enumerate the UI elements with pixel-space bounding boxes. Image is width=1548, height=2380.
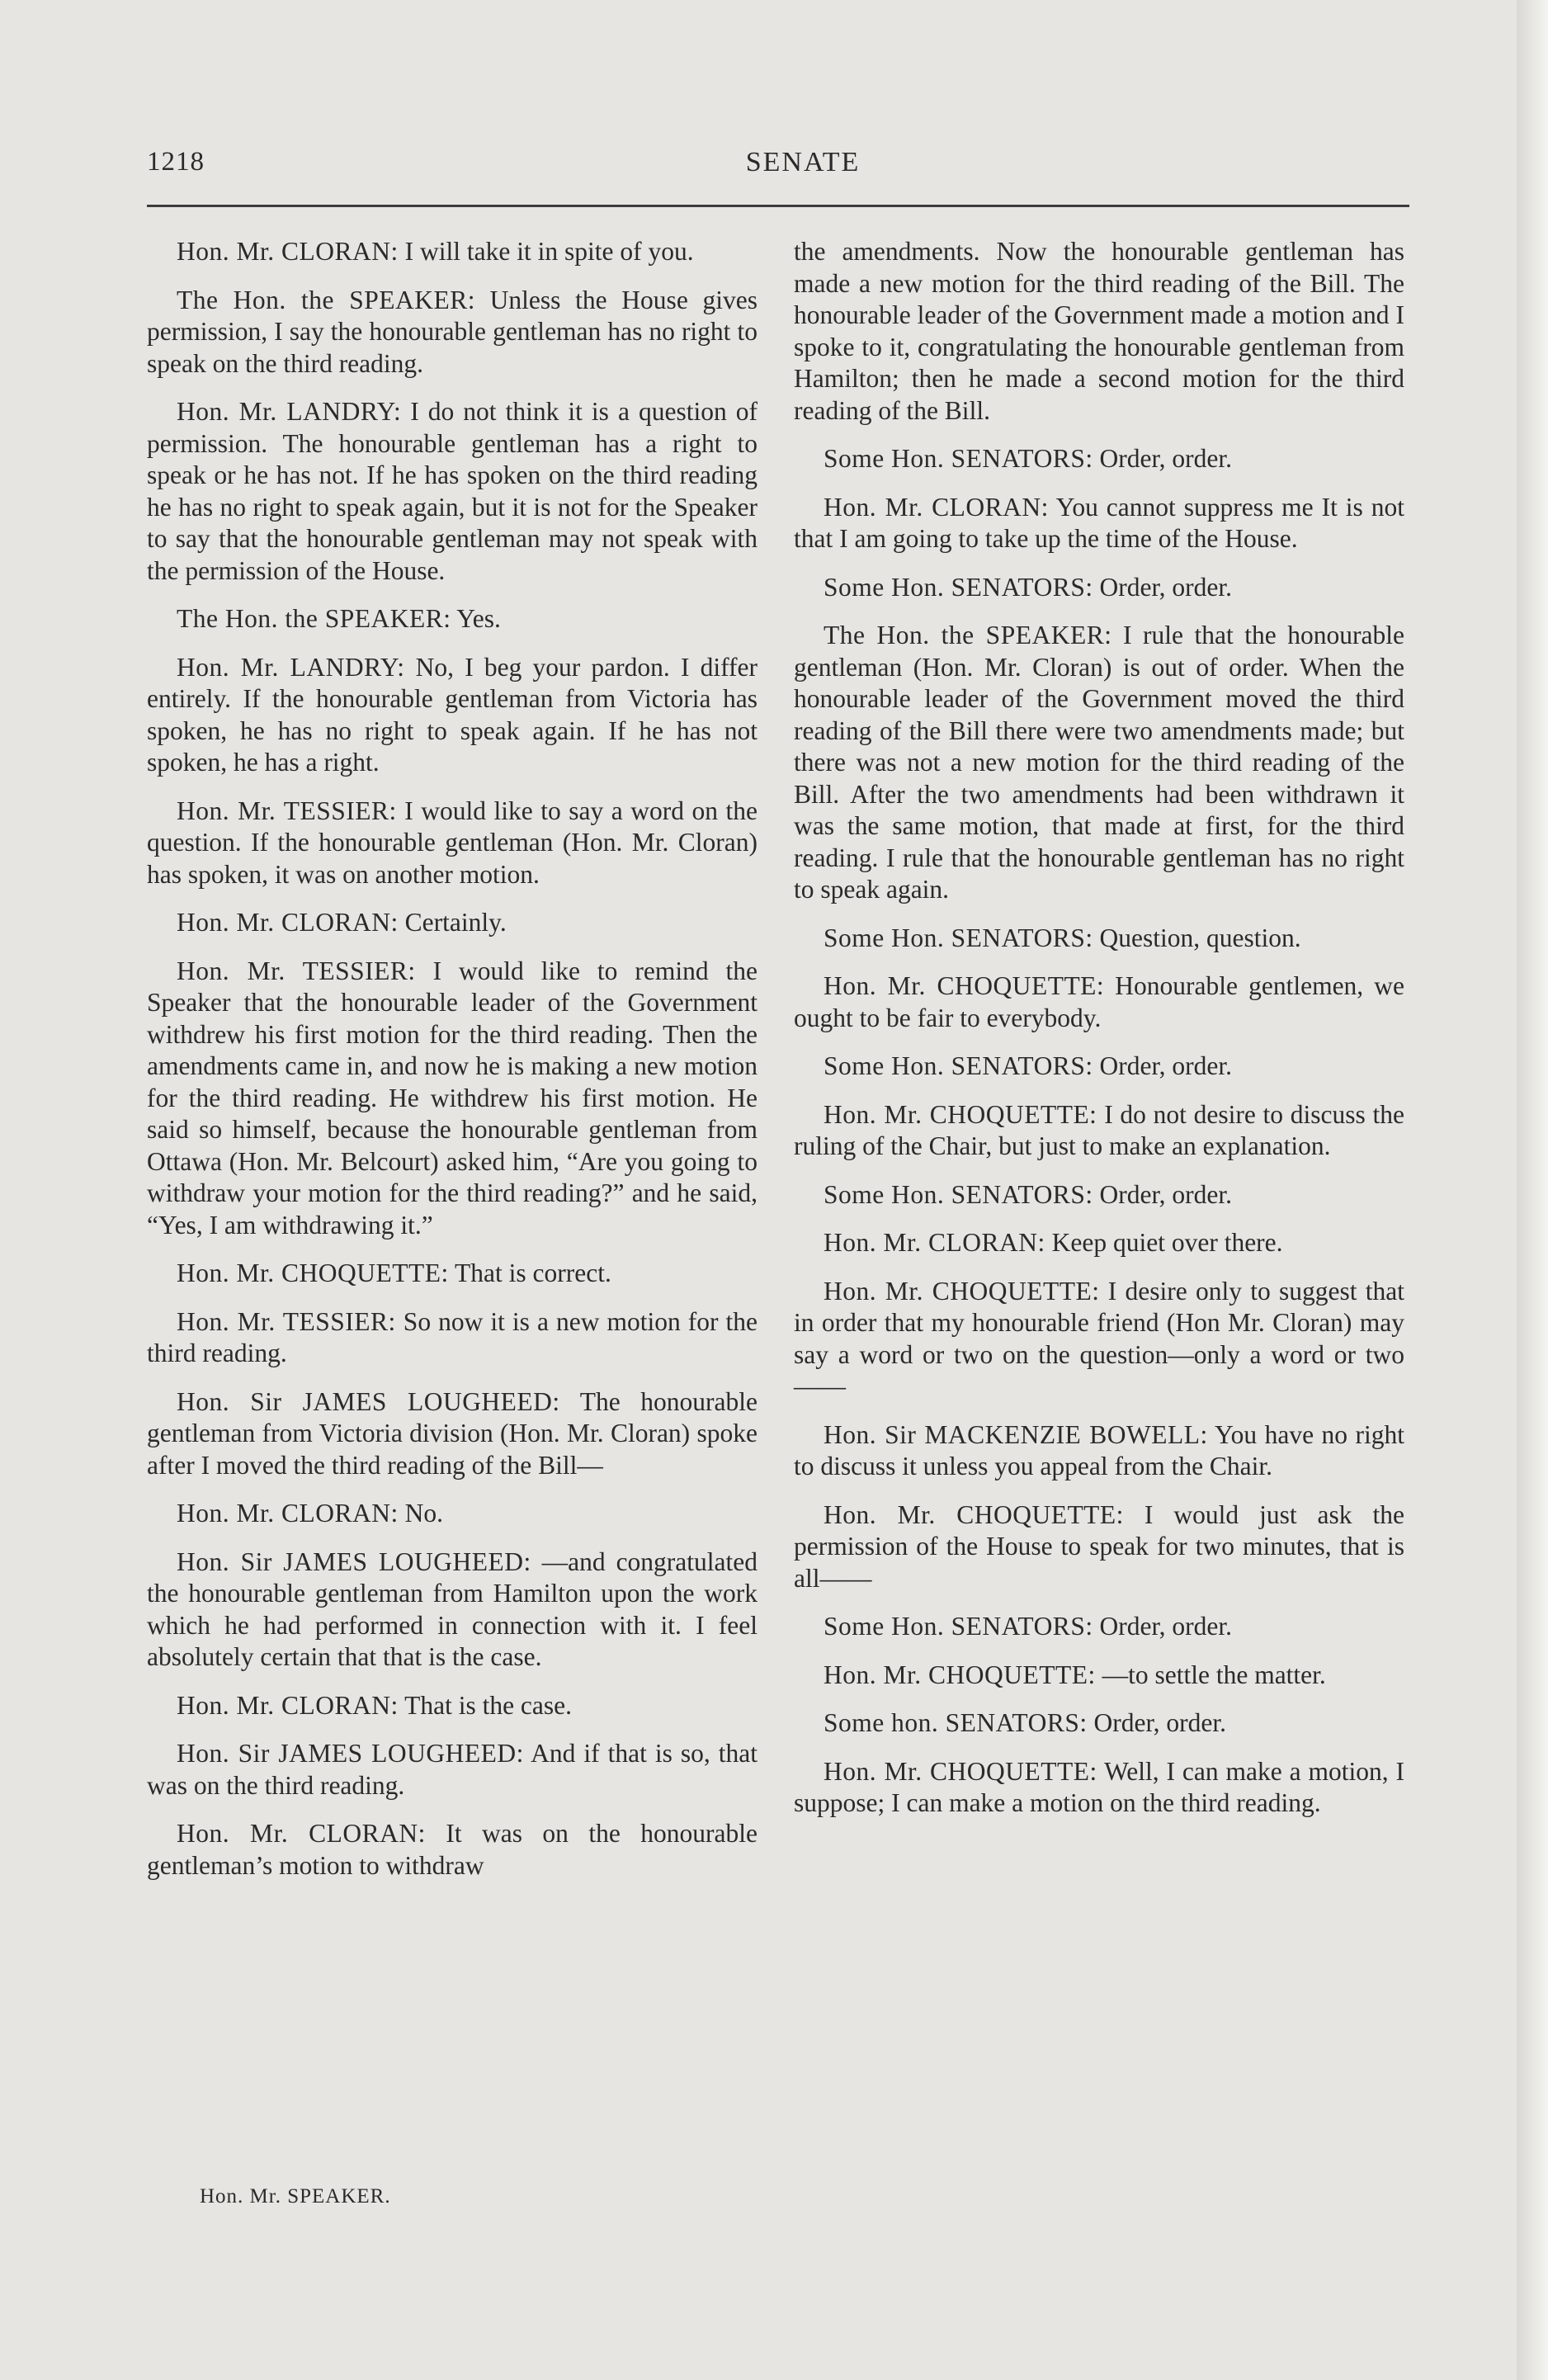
speech-text: Certainly. xyxy=(404,908,507,937)
speech-paragraph xyxy=(794,1660,1404,1692)
speech-paragraph xyxy=(147,796,757,891)
speaker-name: Some hon. SENATORS: xyxy=(824,1708,1088,1737)
speech-paragraph xyxy=(794,923,1404,955)
speech-paragraph xyxy=(147,285,757,380)
speaker-name: Hon. Sir JAMES LOUGHEED: xyxy=(177,1386,560,1416)
speaker-name: The Hon. the SPEAKER: xyxy=(177,604,451,633)
speech-text: I rule that the honourable gentleman (Hon. Mr. Cloran) is out of order. When the honourable leader of the Government moved the third reading of the Bill there were two amendments made; but there was not a new motion for the third reading of the Bill. After the two amendments had been withdrawn it was the same motion, that made at first, for the third reading. I rule that the honourable gentleman has no right to speak again. xyxy=(794,621,1404,904)
speech-text: I would like to remind the Speaker that the honourable leader of the Government withdrew his first motion for the third reading. Then the amendments came in, and now he is making a new motion for the third reading. He withdrew his first motion. He said so himself, because the honourable gentleman from Ottawa (Hon. Mr. Belcourt) asked him, “Are you going to withdraw your motion for the third reading?” and he said, “Yes, I am withdrawing it.” xyxy=(147,956,758,1240)
speech-text: Order, order. xyxy=(1099,1179,1233,1209)
speech-paragraph xyxy=(794,443,1404,475)
speaker-name: Hon. Mr. CHOQUETTE: xyxy=(824,1276,1100,1306)
speaker-name: Some Hon. SENATORS: xyxy=(824,572,1093,602)
header-rule xyxy=(147,205,1409,207)
speech-paragraph xyxy=(147,603,757,635)
page-edge-shadow xyxy=(1517,0,1548,2380)
speech-paragraph xyxy=(147,907,757,939)
speech-text: That is correct. xyxy=(455,1258,611,1287)
speech-text: I would just ask the permission of the House to speak for two minutes, that is all—— xyxy=(794,1499,1404,1593)
speech-text: Unless the House gives permission, I say the honourable gentleman has no right to speak on the third reading. xyxy=(147,285,757,378)
speech-text: Order, order. xyxy=(1099,444,1233,473)
speech-text: Well, I can make a motion, I suppose; I can make a motion on the third reading. xyxy=(794,1756,1405,1817)
speech-paragraph xyxy=(147,236,757,268)
speaker-name: The Hon. the SPEAKER: xyxy=(824,621,1112,649)
speech-paragraph xyxy=(794,1227,1404,1259)
speech-text: Question, question. xyxy=(1099,923,1301,952)
speech-paragraph xyxy=(794,1499,1404,1595)
speech-text: Yes. xyxy=(456,604,501,633)
left-column xyxy=(147,236,757,1898)
speaker-name: Some Hon. SENATORS: xyxy=(824,1612,1093,1641)
speech-paragraph xyxy=(147,956,757,1242)
speech-paragraph xyxy=(794,1276,1404,1403)
speaker-name: Hon. Mr. CLORAN: xyxy=(177,1819,426,1848)
speech-text: Order, order. xyxy=(1093,1708,1227,1737)
speech-paragraph xyxy=(794,1611,1404,1643)
speech-text: You have no right to discuss it unless you appeal from the Chair. xyxy=(794,1419,1404,1480)
speaker-name: Some Hon. SENATORS: xyxy=(824,444,1093,473)
speaker-name: Hon. Mr. CLORAN: xyxy=(177,908,399,937)
speaker-name: Hon. Mr. CHOQUETTE: xyxy=(824,971,1105,1000)
speaker-name: Hon. Sir JAMES LOUGHEED: xyxy=(177,1547,531,1576)
speech-text: Order, order. xyxy=(1099,572,1233,602)
speech-text: No, I beg your pardon. I differ entirely. If the honourable gentleman from Victoria has spoken, he has no right to speak again. If he has not spoken, he has a right. xyxy=(147,652,757,777)
page-header xyxy=(147,147,1409,196)
speaker-name: The Hon. the SPEAKER: xyxy=(177,285,475,314)
speaker-name: Some Hon. SENATORS: xyxy=(824,923,1093,952)
speech-paragraph xyxy=(147,1258,757,1290)
speaker-name: Some Hon. SENATORS: xyxy=(824,1051,1093,1080)
speech-paragraph xyxy=(794,236,1404,427)
speaker-name: Hon. Mr. LANDRY: xyxy=(177,652,405,682)
speaker-name: Hon. Mr. CHOQUETTE: xyxy=(824,1756,1097,1786)
speech-paragraph xyxy=(147,1306,757,1370)
speech-paragraph xyxy=(794,572,1404,604)
speaker-name: Hon. Mr. TESSIER: xyxy=(177,796,397,825)
speech-text: Honourable gentlemen, we ought to be fair to everybody. xyxy=(794,971,1405,1032)
speech-paragraph xyxy=(794,1756,1404,1820)
speaker-name: Hon. Mr. CLORAN: xyxy=(177,1690,399,1720)
speaker-name: Hon. Sir MACKENZIE BOWELL: xyxy=(824,1419,1208,1449)
page-number: 1218 xyxy=(147,147,205,177)
speech-text: I desire only to suggest that in order that my honourable friend (Hon Mr. Cloran) may say a word or two on the question—only a word or two—— xyxy=(794,1276,1404,1400)
speech-paragraph xyxy=(147,1547,757,1674)
speaker-name: Hon. Mr. CLORAN: xyxy=(824,1228,1045,1257)
speech-text: —and congratulated the honourable gentleman from Hamilton upon the work which he had performed in connection with it. I feel absolutely certain that that is the case. xyxy=(147,1547,757,1671)
speaker-name: Hon. Mr. LANDRY: xyxy=(177,397,402,426)
speech-paragraph xyxy=(147,652,757,779)
speech-text: —to settle the matter. xyxy=(1102,1660,1326,1689)
speech-text: I do not desire to discuss the ruling of the Chair, but just to make an explanation. xyxy=(794,1099,1405,1160)
speaker-name: Hon. Sir JAMES LOUGHEED: xyxy=(177,1739,524,1768)
speech-text: No. xyxy=(404,1499,444,1528)
speech-text: I would like to say a word on the question. If the honourable gentleman (Hon. Mr. Cloran) has spoken, it was on another motion. xyxy=(147,796,758,889)
speech-text: So now it is a new motion for the third reading. xyxy=(147,1306,757,1367)
speech-text: I do not think it is a question of permission. The honourable gentleman has a right to speak or he has not. If he has spoken on the third reading he has no right to speak again, but it is not for the Speaker to say that the honourable gentleman may not speak with the permission of the House. xyxy=(147,397,757,585)
speaker-name: Hon. Mr. CHOQUETTE: xyxy=(824,1099,1097,1129)
speech-paragraph xyxy=(794,1099,1404,1163)
speech-text: It was on the honourable gentleman’s motion to withdraw xyxy=(147,1819,757,1880)
speaker-name: Hon. Mr. CHOQUETTE: xyxy=(177,1258,449,1287)
speech-paragraph xyxy=(794,492,1404,555)
speech-text: Order, order. xyxy=(1099,1051,1233,1080)
speech-text: The honourable gentleman from Victoria division (Hon. Mr. Cloran) spoke after I moved the third reading of the Bill— xyxy=(147,1386,757,1480)
speaker-name: Hon. Mr. TESSIER: xyxy=(177,1306,396,1336)
speaker-name: Some Hon. SENATORS: xyxy=(824,1179,1093,1209)
speech-paragraph xyxy=(794,1707,1404,1740)
speaker-name: Hon. Mr. CLORAN: xyxy=(177,1499,399,1528)
speech-paragraph xyxy=(794,1051,1404,1083)
speech-paragraph xyxy=(794,970,1404,1034)
speech-text: the amendments. Now the honourable gentleman has made a new motion for the third reading of the Bill. The honourable leader of the Government made a motion and I spoke to it, congratulating the honourable gentleman from Hamilton; then he made a second motion for the third reading of the Bill. xyxy=(794,237,1404,425)
speech-paragraph xyxy=(147,1818,757,1882)
speech-paragraph xyxy=(147,1498,757,1530)
speaker-name: Hon. Mr. TESSIER: xyxy=(177,956,416,985)
speech-paragraph xyxy=(147,396,757,587)
speech-text: That is the case. xyxy=(404,1690,573,1720)
footer-signature: Hon. Mr. SPEAKER. xyxy=(200,2185,391,2208)
speech-text: Order, order. xyxy=(1099,1612,1233,1641)
speaker-name: Hon. Mr. CLORAN: xyxy=(177,237,399,266)
speaker-name: Hon. Mr. CLORAN: xyxy=(824,492,1049,522)
right-column xyxy=(794,236,1404,1836)
speech-paragraph xyxy=(794,1419,1404,1483)
speech-paragraph xyxy=(147,1690,757,1722)
speech-paragraph xyxy=(794,1179,1404,1211)
speech-text: You cannot suppress me It is not that I am going to take up the time of the House. xyxy=(794,492,1404,553)
speech-text: I will take it in spite of you. xyxy=(404,237,694,266)
speaker-name: Hon. Mr. CHOQUETTE: xyxy=(824,1660,1096,1689)
speech-paragraph xyxy=(147,1386,757,1482)
speech-text: Keep quiet over there. xyxy=(1051,1228,1283,1257)
speech-paragraph xyxy=(794,620,1404,906)
speaker-name: Hon. Mr. CHOQUETTE: xyxy=(824,1499,1124,1529)
speech-paragraph xyxy=(147,1738,757,1802)
running-head: SENATE xyxy=(745,147,861,177)
speech-text: And if that is so, that was on the third reading. xyxy=(147,1739,757,1800)
